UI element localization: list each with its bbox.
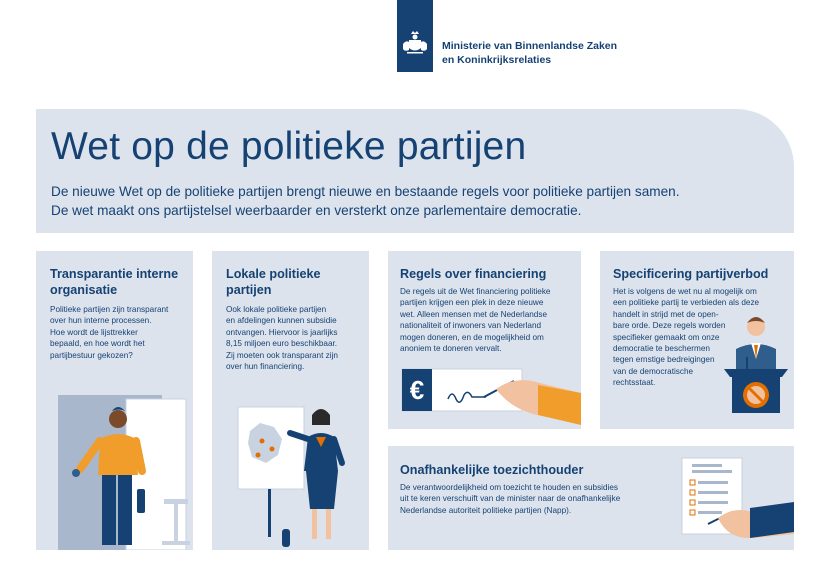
card-text-line: De regels uit de Wet financiering politieke (400, 287, 551, 296)
card-title: Specificering partijverbod (613, 267, 769, 281)
card-text-line: bepaald, en hoe wordt het (50, 339, 145, 349)
card-text (50, 304, 168, 361)
card-text-line: handelt in strijd met de open- (613, 309, 719, 319)
card-title-line1: Lokale politieke (226, 267, 321, 281)
card-title: Onafhankelijke toezichthouder (400, 463, 584, 477)
card-text-line: uit te keren verschuift van de minister naar de onafhankelijke (400, 494, 621, 504)
presenter-map-illustration (212, 401, 369, 550)
card-lokale-partijen (212, 251, 369, 550)
card-transparantie (36, 251, 193, 550)
card-toezichthouder (388, 446, 794, 550)
card-text-line: over hun financiering. (226, 362, 305, 372)
card-text-line: wet. Alleen mensen met de Nederlandse (400, 309, 548, 319)
card-title (50, 266, 178, 298)
hero-intro-line1: De nieuwe Wet op de politieke partijen brengt nieuwe en bestaande regels voor politieke partijen samen. (51, 184, 680, 199)
cheque-signing-illustration (388, 363, 581, 429)
card-text-line: Ook lokale politieke partijen (226, 305, 327, 314)
card-text-line: 8,15 miljoen euro beschikbaar. (226, 339, 338, 349)
card-text-line: De verantwoordelijkheid om toezicht te houden en subsidies (400, 483, 619, 492)
card-text-line: tegen ernstige bedreigingen (613, 355, 715, 365)
card-text-line: partijen krijgen een plek in deze nieuwe (400, 298, 544, 308)
card-text-line: specifieker gemaakt om onze (613, 332, 720, 342)
card-partijverbod (600, 251, 794, 429)
page-title: Wet op de politieke partijen (51, 125, 527, 168)
card-text (400, 286, 551, 354)
card-text-line: Nederlandse autoriteit politieke partijen (Napp). (400, 505, 572, 515)
card-text-line: partijbestuur gekozen? (50, 350, 133, 360)
coat-of-arms-icon (397, 0, 433, 72)
card-text-line: rechtsstaat. (613, 378, 656, 388)
euro-icon: € (409, 375, 425, 405)
card-text-line: ontvangen. Hiervoor is jaarlijks (226, 327, 338, 337)
ministry-logo (397, 0, 433, 72)
card-text-line: Zij moeten ook transparant zijn (226, 350, 338, 360)
door-person-illustration (36, 391, 193, 550)
card-text-line: over hun interne processen. (50, 316, 152, 326)
card-text-line: nationaliteit of inwoners van Nederland (400, 321, 542, 331)
card-title-line1: Transparantie interne (50, 267, 179, 281)
card-title-line2: partijen (226, 283, 272, 297)
card-text-line: bare orde. Deze regels worden (613, 321, 726, 331)
card-text-line: democratie te beschermen (613, 344, 710, 354)
card-title-line2: organisatie (50, 283, 118, 297)
card-text-line: Het is volgens de wet nu al mogelijk om (613, 287, 757, 296)
hero-intro-line2: De wet maakt ons partijstelsel weerbaarder en versterkt onze parlementaire democratie. (51, 203, 582, 218)
card-text-line: anoniem te doneren vervalt. (400, 344, 502, 354)
card-text (226, 304, 338, 372)
card-text-line: van de democratische (613, 366, 694, 376)
hero-intro (51, 182, 679, 220)
card-text (400, 482, 620, 516)
ministry-name-line2: en Koninkrijksrelaties (442, 54, 552, 66)
card-text-line: een politieke partij te verbieden als deze (613, 298, 760, 308)
card-title (226, 266, 320, 298)
card-text-line: Politieke partijen zijn transparant (50, 305, 169, 314)
card-title: Regels over financiering (400, 267, 547, 281)
checklist-signing-illustration (668, 452, 794, 550)
speaker-podium-illustration (718, 313, 794, 429)
card-financiering (388, 251, 581, 429)
card-text-line: mogen doneren, en de mogelijkheid om (400, 332, 544, 342)
card-text-line: en afdelingen kunnen subsidie (226, 316, 337, 326)
hero-banner (36, 109, 794, 233)
ministry-name (442, 39, 617, 67)
ministry-name-line1: Ministerie van Binnenlandse Zaken (442, 40, 618, 52)
card-text-line: Hoe wordt de lijsttrekker (50, 327, 138, 337)
